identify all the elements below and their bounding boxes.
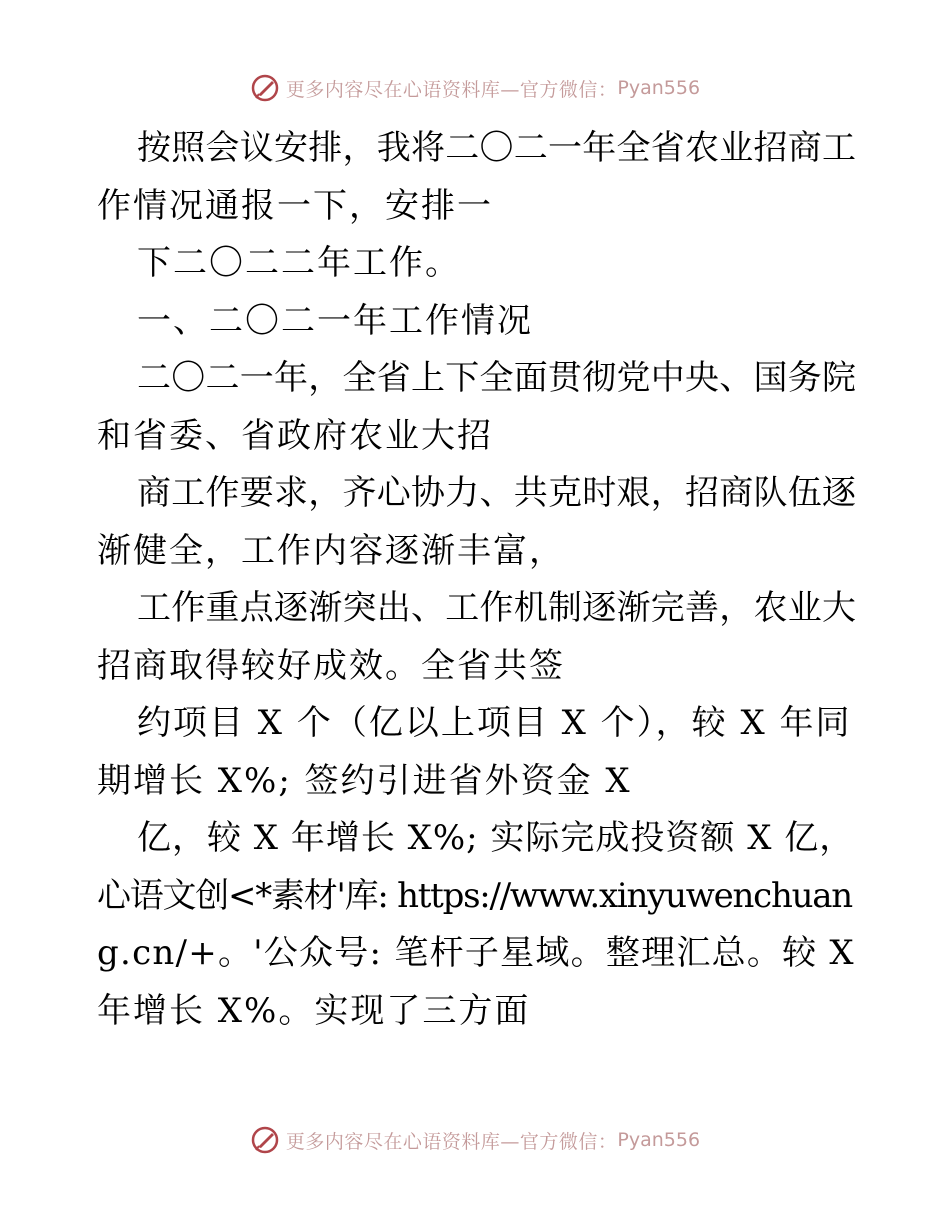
document-line: g.cn/+。'公众号: 笔杆子星域。整理汇总。较 X [97, 933, 855, 973]
quill-pen-icon [250, 1125, 280, 1155]
document-line: 商工作要求，齐心协力、共克时艰，招商队伍逐 [137, 473, 857, 513]
footer-banner-id: Pyan556 [617, 1129, 701, 1151]
document-line: 和省委、省政府农业大招 [97, 415, 493, 456]
document-line: 按照会议安排，我将二〇二一年全省农业招商工 [137, 128, 857, 168]
footer-banner [0, 1120, 950, 1160]
document-line: 一、二〇二一年工作情况 [137, 300, 533, 341]
document-line: 亿，较 X 年增长 X%; 实际完成投资额 X 亿， [137, 818, 855, 858]
document-line: 工作重点逐渐突出、工作机制逐渐完善，农业大 [137, 588, 857, 628]
document-line: 招商取得较好成效。全省共签 [97, 645, 565, 686]
document-line: 期增长 X%; 签约引进省外资金 X [97, 760, 632, 801]
quill-pen-icon [250, 73, 280, 103]
document-line: 约项目 X 个（亿以上项目 X 个），较 X 年同 [137, 703, 852, 743]
document-body [97, 120, 857, 1040]
document-line: 二〇二一年，全省上下全面贯彻党中央、国务院 [137, 358, 857, 398]
header-banner-text: 更多内容尽在心语资料库—官方微信： [285, 78, 618, 101]
document-line: 作情况通报一下，安排一 [97, 185, 493, 226]
header-banner [0, 68, 950, 108]
document-line: 年增长 X%。实现了三方面 [97, 990, 531, 1031]
document-line: 渐健全，工作内容逐渐丰富， [97, 530, 565, 571]
document-line: 心语文创<*素材'库: https://www.xinyuwenchuan [97, 875, 852, 916]
footer-banner-text: 更多内容尽在心语资料库—官方微信： [285, 1130, 618, 1153]
document-line: 下二〇二二年工作。 [137, 243, 461, 283]
header-banner-id: Pyan556 [617, 77, 701, 99]
